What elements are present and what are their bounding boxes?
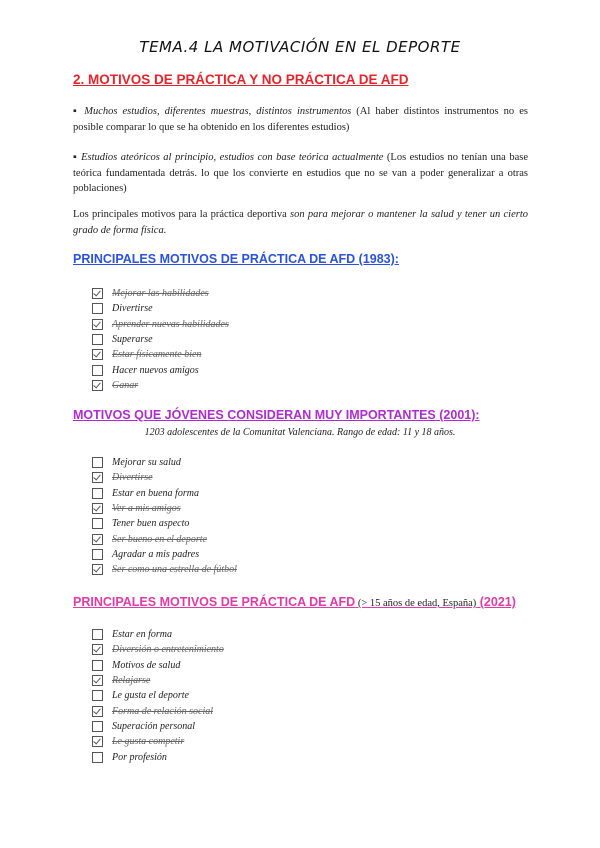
checklist-item-label: Mejorar las habilidades bbox=[112, 288, 209, 300]
checklist-item-label: Ser bueno en el deporte bbox=[112, 533, 207, 545]
unchecked-checkbox[interactable] bbox=[92, 660, 103, 671]
checklist-item-label: Estar en forma bbox=[112, 629, 172, 641]
checklist-2021 bbox=[92, 627, 224, 765]
checklist-item-label: Mejorar su salud bbox=[112, 457, 181, 469]
paragraph-principales-motivos bbox=[73, 207, 528, 238]
unchecked-checkbox[interactable] bbox=[92, 629, 103, 640]
checklist-item bbox=[92, 301, 229, 316]
checklist-item bbox=[92, 501, 237, 516]
checklist-item-label: Diversión o entretenimiento bbox=[112, 644, 224, 656]
paragraph-rest: (Al haber distintos instrumentos no es posible comparar lo que se ha obtenido en los diferentes estudios) bbox=[73, 106, 528, 133]
checklist-item bbox=[92, 688, 224, 703]
paragraph-italic-part: son para mejorar o mantener la salud y tener un cierto grado de forma física. bbox=[73, 209, 528, 236]
checklist-item bbox=[92, 516, 237, 531]
checklist-item bbox=[92, 362, 229, 377]
checklist-item-label: Le gusta competir bbox=[112, 736, 185, 748]
checked-checkbox[interactable] bbox=[92, 319, 103, 330]
list1-heading: PRINCIPALES MOTIVOS DE PRÁCTICA DE AFD (1983): bbox=[73, 252, 399, 266]
paragraph-italic-part: Estudios ateóricos al principio, estudios con base teórica actualmente bbox=[81, 152, 384, 163]
checked-checkbox[interactable] bbox=[92, 644, 103, 655]
list2-note: 1203 adolescentes de la Comunitat Valenciana. Rango de edad: 11 y 18 años. bbox=[144, 427, 456, 438]
list2-heading: MOTIVOS QUE JÓVENES CONSIDERAN MUY IMPORTANTES (2001): bbox=[73, 408, 480, 422]
unchecked-checkbox[interactable] bbox=[92, 518, 103, 529]
checklist-item bbox=[92, 562, 237, 577]
paragraph-estudios-ateoricos: ▪ Estudios ateóricos al principio, estudios con base teórica actualmente (Los estudios no tenían una base teórica fundamentada detrás. lo que los convierte en estudios que no se van a poder generalizar a otras poblaciones) bbox=[73, 152, 528, 194]
checklist-item-label: Tener buen aspecto bbox=[112, 518, 190, 530]
checklist-item bbox=[92, 749, 224, 764]
checklist-item-label: Le gusta el deporte bbox=[112, 690, 189, 702]
unchecked-checkbox[interactable] bbox=[92, 303, 103, 314]
checklist-item bbox=[92, 642, 224, 657]
unchecked-checkbox[interactable] bbox=[92, 457, 103, 468]
checked-checkbox[interactable] bbox=[92, 675, 103, 686]
section-heading-motivos: 2. MOTIVOS DE PRÁCTICA Y NO PRÁCTICA DE AFD bbox=[73, 72, 409, 87]
unchecked-checkbox[interactable] bbox=[92, 721, 103, 732]
checklist-item-label: Ver a mis amigos bbox=[112, 503, 181, 515]
checked-checkbox[interactable] bbox=[92, 736, 103, 747]
checklist-item-label: Agradar a mis padres bbox=[112, 548, 200, 560]
checklist-item-label: Hacer nuevos amigos bbox=[112, 364, 199, 376]
checked-checkbox[interactable] bbox=[92, 534, 103, 545]
list3-heading-year: (2021) bbox=[476, 595, 516, 609]
checklist-item-label: Relajarse bbox=[112, 675, 151, 687]
document-title: TEMA.4 LA MOTIVACIÓN EN EL DEPORTE bbox=[139, 38, 461, 56]
checklist-item-label: Motivos de salud bbox=[112, 659, 181, 671]
checklist-item bbox=[92, 455, 237, 470]
checklist-item-label: Estar físicamente bien bbox=[112, 349, 202, 361]
paragraph-muchos-estudios: ▪ Muchos estudios, diferentes muestras, distintos instrumentos (Al haber distintos instrumentos no es posible comparar lo que se ha obtenido en los diferentes estudios) bbox=[73, 106, 528, 133]
paragraph-italic-part: Muchos estudios, diferentes muestras, distintos instrumentos bbox=[84, 106, 352, 117]
paragraph-normal-part: Los principales motivos para la práctica deportiva bbox=[73, 209, 291, 220]
checklist-item bbox=[92, 658, 224, 673]
checklist-item bbox=[92, 470, 237, 485]
checklist-2001 bbox=[92, 455, 237, 577]
checklist-item bbox=[92, 378, 229, 393]
list3-heading-suffix: (> 15 años de edad, España) bbox=[355, 598, 477, 609]
checked-checkbox[interactable] bbox=[92, 503, 103, 514]
checklist-item bbox=[92, 347, 229, 362]
checked-checkbox[interactable] bbox=[92, 706, 103, 717]
checklist-item bbox=[92, 547, 237, 562]
paragraph-rest: (Los estudios no tenían una base teórica fundamentada detrás. lo que los convierte en estudios que no se van a poder generalizar a otras poblaciones) bbox=[73, 152, 528, 194]
checklist-item bbox=[92, 286, 229, 301]
checklist-item bbox=[92, 719, 224, 734]
checklist-item-label: Superarse bbox=[112, 334, 153, 346]
checklist-item bbox=[92, 317, 229, 332]
unchecked-checkbox[interactable] bbox=[92, 488, 103, 499]
checked-checkbox[interactable] bbox=[92, 564, 103, 575]
unchecked-checkbox[interactable] bbox=[92, 365, 103, 376]
checklist-item bbox=[92, 531, 237, 546]
unchecked-checkbox[interactable] bbox=[92, 549, 103, 560]
checked-checkbox[interactable] bbox=[92, 472, 103, 483]
checked-checkbox[interactable] bbox=[92, 288, 103, 299]
checklist-item-label: Ser como una estrella de fútbol bbox=[112, 564, 237, 576]
checklist-item-label: Estar en buena forma bbox=[112, 487, 199, 499]
checklist-item bbox=[92, 673, 224, 688]
unchecked-checkbox[interactable] bbox=[92, 752, 103, 763]
unchecked-checkbox[interactable] bbox=[92, 334, 103, 345]
checklist-1983 bbox=[92, 286, 229, 393]
checklist-item bbox=[92, 627, 224, 642]
list3-heading-line bbox=[73, 595, 516, 609]
checklist-item-label: Divertirse bbox=[112, 303, 153, 315]
unchecked-checkbox[interactable] bbox=[92, 690, 103, 701]
checked-checkbox[interactable] bbox=[92, 380, 103, 391]
checked-checkbox[interactable] bbox=[92, 349, 103, 360]
checklist-item bbox=[92, 486, 237, 501]
checklist-item-label: Por profesión bbox=[112, 751, 167, 763]
checklist-item bbox=[92, 734, 224, 749]
checklist-item-label: Superación personal bbox=[112, 720, 196, 732]
checklist-item-label: Aprender nuevas habilidades bbox=[112, 318, 229, 330]
checklist-item-label: Forma de relación social bbox=[112, 705, 214, 717]
checklist-item-label: Divertirse bbox=[112, 472, 153, 484]
checklist-item bbox=[92, 703, 224, 718]
checklist-item-label: Ganar bbox=[112, 379, 139, 391]
checklist-item bbox=[92, 332, 229, 347]
list3-heading: PRINCIPALES MOTIVOS DE PRÁCTICA DE AFD bbox=[73, 595, 356, 609]
